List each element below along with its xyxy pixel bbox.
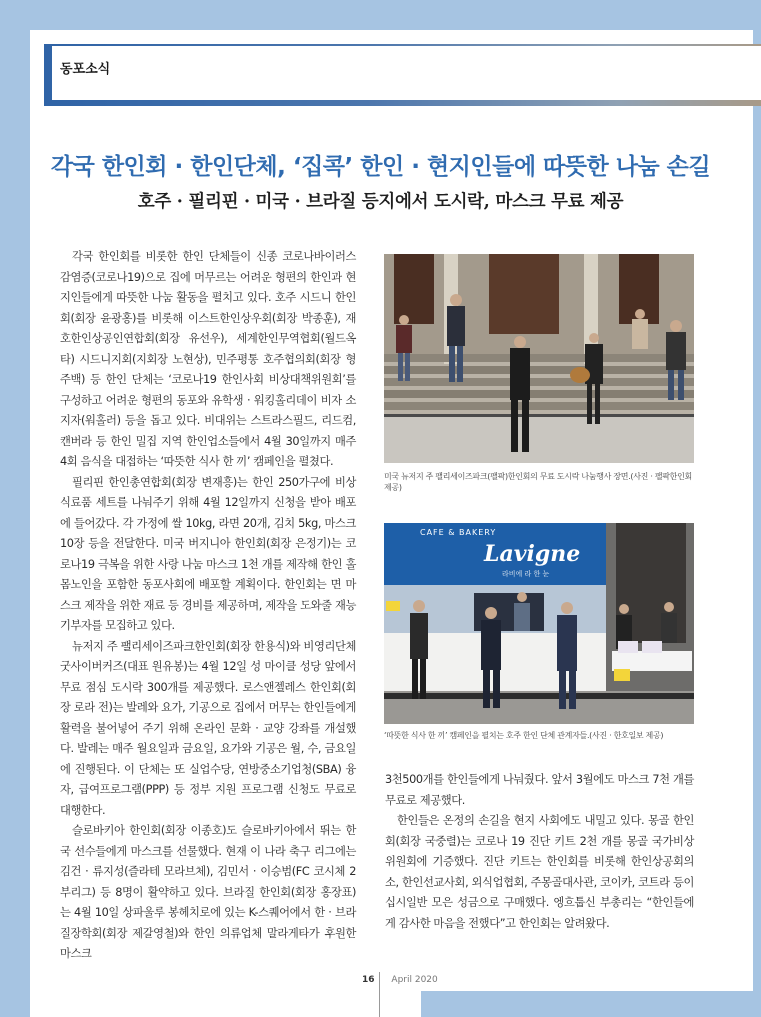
page-frame-bottom — [421, 991, 761, 1017]
section-header-inner — [52, 46, 761, 100]
photo-lavigne-cafe — [384, 523, 694, 724]
photo-palisades-park-event — [384, 254, 694, 463]
photo-illustration — [384, 254, 694, 463]
photo-caption: 미국 뉴저지 주 팰리세이즈파크(팰팍)한인회의 무료 도시락 나눔행사 장면.(사진 · 팰팍한인회 제공) — [384, 472, 692, 492]
article-subhead: 호주 · 필리핀 · 미국 · 브라질 등지에서 도시락, 마스크 무료 제공 — [137, 192, 624, 212]
photo-caption: ‘따뜻한 식사 한 끼’ 캠페인을 펼치는 호주 한인 단체 관계자들.(사진 · 한호일보 제공) — [384, 731, 664, 740]
page-frame-right — [753, 0, 761, 1017]
article-paragraph: 슬로바키아 한인회(회장 이종호)도 슬로바키아에서 뛰는 한국 선수들에게 마스크를 선물했다. 현재 이 나라 축구 리그에는 김건 · 류지성(즐라테 모라브체), 김민서 · 이승범(FC 코시체 2부리그) 등 8명이 활약하고 있다. 브라질 한인회(회장 홍장표)는 4월 10일 상파울루 봉헤치로에 있는 K-스퀘어에서 한 · 브라질장학회(회장 제갈영철)와 한인 의류업체 말라게타가 후원한 마스크 — [60, 824, 356, 960]
article-headline: 각국 한인회 · 한인단체, ‘집콕’ 한인 · 현지인들에 따뜻한 나눔 손길 — [50, 154, 711, 180]
photo-illustration — [384, 523, 694, 724]
cafe-brand-sub: 라비에 라 한 눈 — [502, 570, 550, 578]
cafe-brand: Lavigne — [484, 541, 581, 567]
article-paragraph: 뉴저지 주 팰리세이즈파크한인회(회장 한용식)와 비영리단체 굿사이버커즈(대표 원유봉)는 4월 12일 성 마이클 성당 앞에서 무료 점심 도시락 300개를 제공했다. 로스앤젤레스 한인회(회장 로라 전)는 발레와 요가, 기공으로 집에서 머무는 한인들에게 활력을 불어넣어 주기 위해 온라인 문화 · 교양 강좌를 개설했다. 발레는 매주 월요일과 금요일, 요가와 기공은 월, 수, 금요일에 진행된다. 이 단체는 또 실업수당, 연방중소기업청(SBA) 융자, 급여프로그램(PPP) 등 정부 지원 프로그램 신청도 무료로 대행한다. — [60, 639, 356, 817]
page-frame-top — [0, 0, 761, 30]
page-frame-left — [0, 0, 30, 1017]
article-column-left — [60, 247, 356, 965]
page-footer — [362, 975, 438, 985]
issue-month: April 2020 — [391, 975, 438, 985]
section-label: 동포소식 — [60, 62, 111, 77]
article-paragraph: 필리핀 한인총연합회(회장 변재흥)는 한인 250가구에 비상식료품 세트를 나눠주기 위해 4월 12일까지 신청을 받아 배포에 들어갔다. 각 가정에 쌀 10kg, 라면 20개, 김치 5kg, 마스크 10장 등을 전달한다. 미국 버지니아 한인회(회장 은정기)는 코로나19 극복을 위한 사랑 나눔 마스크 1천 개를 제작해 한인 홀몸노인을 포함한 동포사회에 배포할 계획이다. 한인회는 면 마스크 제작을 위한 재료 등 경비를 제공하며, 제작을 도와줄 재능 기부자를 모집하고 있다. — [60, 475, 356, 632]
cafe-sign-text: CAFE & BAKERY — [420, 528, 497, 537]
page-number: 16 — [362, 975, 375, 985]
article-column-right — [385, 770, 694, 934]
article-paragraph: 각국 한인회를 비롯한 한인 단체들이 신종 코로나바이러스 감염증(코로나19)으로 집에 머무르는 어려운 형편의 한인과 현지인들에게 따뜻한 나눔 활동을 펼치고 있다. 호주 시드니 한인회(회장 윤광홍)를 비롯해 이스트한인상우회(회장 박종훈), 재호한인상공인연합회(회장 유선우), 세계한인무역협회(월드옥타) 시드니지회(지회장 노현상), 민주평통 호주협의회(회장 형주백) 등 한인 단체는 ‘코로나19 한인사회 비상대책위원회’를 구성하고 어려운 형편의 동포와 유학생 · 워킹홀리데이 비자 소지자(워홀러) 등을 돕고 있다. 비대위는 스트라스필드, 리드컴, 캔버라 등 한인 밀집 지역 한인업소들에서 4월 30일까지 매주 4회 음식을 대접하는 ‘따뜻한 식사 한 끼’ 캠페인을 펼쳤다. — [60, 250, 356, 468]
article-paragraph: 한인들은 온정의 손길을 현지 사회에도 내밀고 있다. 몽골 한인회(회장 국중렬)는 코로나 19 진단 키트 2천 개를 몽골 국가비상위원회에 기증했다. 진단 키트는 한인회를 비롯해 한인상공회의소, 한인선교사회, 외식업협회, 주몽골대사관, 코이카, 코트라 등이 십시일반 모은 성금으로 구매했다. 엥흐툽신 부총리는 “한인들에게 감사한 마음을 전했다”고 한인회는 알려왔다. — [385, 814, 694, 930]
article-paragraph: 3천500개를 한인들에게 나눠줬다. 앞서 3월에도 마스크 7천 개를 무료로 제공했다. — [385, 773, 694, 807]
